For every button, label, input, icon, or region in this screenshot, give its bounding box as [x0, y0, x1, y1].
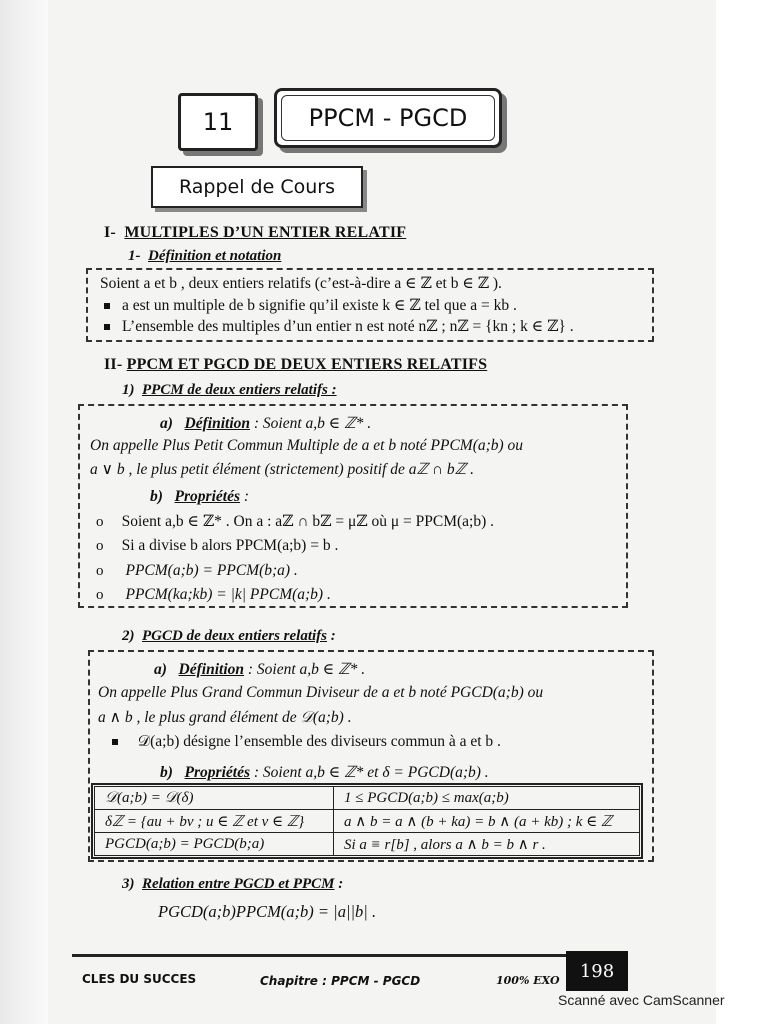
table-cell: δℤ = {au + bv ; u ∈ ℤ et v ∈ ℤ} [95, 810, 334, 833]
pgcd-def-line-1: On appelle Plus Grand Commun Diviseur de a et b noté PGCD(a;b) ou [98, 684, 544, 701]
ppcm-properties-heading [150, 488, 249, 506]
ppcm-prop-text: PPCM(ka;kb) = |k| PPCM(a;b) . [125, 586, 331, 603]
relation-heading [122, 876, 343, 893]
pgcd-def-intro: : Soient a,b ∈ ℤ* . [244, 661, 366, 678]
pgcd-prop-label: b) [160, 764, 173, 781]
ppcm-definition-heading [160, 414, 371, 433]
circle-bullet-icon: o [96, 514, 104, 530]
pgcd-heading [122, 628, 336, 645]
pgcd-def-title: Définition [178, 661, 244, 678]
chapter-title-box [274, 88, 502, 148]
table-cell: Si a ≡ r[b] , alors a ∧ b = b ∧ r . [334, 833, 640, 856]
multiples-line-3-text: L’ensemble des multiples d’un entier n est noté nℤ ; nℤ = {kn ; k ∈ ℤ} . [122, 318, 574, 335]
page-number: 198 [579, 960, 615, 982]
multiples-line-3 [104, 317, 574, 336]
multiples-line-2-text: a est un multiple de b signifie qu’il existe k ∈ ℤ tel que a = kb . [122, 297, 517, 314]
square-bullet-icon [112, 739, 118, 745]
multiples-line-2 [104, 296, 517, 315]
section-1-title: MULTIPLES D’UN ENTIER RELATIF [124, 224, 407, 241]
pgcd-def-line-2: a ∧ b , le plus grand élément de 𝒟(a;b) . [98, 709, 352, 726]
section-1-heading [104, 224, 406, 242]
ppcm-prop-label: b) [150, 488, 163, 505]
multiples-line-1: Soient a et b , deux entiers relatifs (c’est-à-dire a ∈ ℤ et b ∈ ℤ ). [100, 275, 502, 292]
relation-heading-title: Relation entre PGCD et PPCM [142, 876, 335, 892]
pgcd-def-line-3-text: 𝒟(a;b) désigne l’ensemble des diviseurs commun à a et b . [137, 733, 501, 750]
ppcm-heading-number: 1) [122, 382, 135, 398]
pgcd-def-label: a) [154, 661, 167, 678]
pgcd-definition-heading [154, 660, 365, 679]
page-number-box [566, 951, 628, 991]
ppcm-heading-title: PPCM de deux entiers relatifs : [142, 382, 337, 398]
footer-rule [72, 954, 628, 957]
footer-right: 100% EXO [496, 974, 560, 987]
pgcd-heading-number: 2) [122, 628, 135, 644]
square-bullet-icon [104, 303, 110, 309]
table-row [95, 833, 640, 856]
ppcm-prop-title: Propriétés [174, 488, 240, 505]
section-1-number: I- [104, 224, 116, 241]
ppcm-prop-item [96, 562, 298, 580]
circle-bullet-icon: o [96, 538, 104, 554]
ppcm-prop-item [96, 512, 494, 531]
ppcm-prop-colon: : [239, 488, 250, 505]
pgcd-heading-title: PGCD de deux entiers relatifs [142, 628, 327, 644]
circle-bullet-icon: o [96, 587, 104, 603]
ppcm-prop-text: Soient a,b ∈ ℤ* . On a : aℤ ∩ bℤ = μℤ où μ = PPCM(a;b) . [121, 513, 495, 530]
ppcm-prop-item [96, 586, 331, 604]
ppcm-def-intro: : Soient a,b ∈ ℤ* . [250, 415, 372, 432]
ppcm-def-title: Définition [184, 415, 250, 432]
ppcm-prop-text: Si a divise b alors PPCM(a;b) = b . [121, 537, 339, 554]
section-2-number: II- [104, 356, 123, 373]
circle-bullet-icon: o [96, 563, 104, 579]
pgcd-properties-heading [160, 763, 489, 782]
chapter-number-box [178, 93, 258, 151]
relation-formula: PGCD(a;b)PPCM(a;b) = |a||b| . [158, 902, 377, 921]
table-cell: a ∧ b = a ∧ (b + ka) = b ∧ (a + kb) ; k ∈ ℤ [334, 810, 640, 833]
relation-heading-colon: : [334, 876, 344, 892]
table-cell: 𝒟(a;b) = 𝒟(δ) [95, 787, 334, 810]
page-edge-shadow [0, 0, 48, 1024]
footer-left: CLES DU SUCCES [82, 972, 197, 986]
table-row [95, 787, 640, 810]
footer-center: Chapitre : PPCM - PGCD [260, 974, 421, 988]
table-cell: 1 ≤ PGCD(a;b) ≤ max(a;b) [334, 787, 640, 810]
subsection-1-heading [128, 248, 281, 265]
pgcd-def-line-3 [112, 733, 501, 751]
ppcm-def-line-1: On appelle Plus Petit Commun Multiple de a et b noté PPCM(a;b) ou [90, 437, 524, 454]
ppcm-prop-item [96, 537, 338, 555]
ppcm-def-line-2: a ∨ b , le plus petit élément (strictement) positif de aℤ ∩ bℤ . [90, 461, 474, 478]
chapter-number: 11 [202, 108, 234, 136]
subsection-1-number: 1- [128, 248, 141, 264]
section-2-heading [104, 356, 487, 374]
camscanner-watermark: Scanné avec CamScanner [558, 992, 725, 1008]
chapter-title: PPCM - PGCD [308, 104, 468, 132]
rappel-de-cours-box [151, 166, 363, 208]
table-cell: PGCD(a;b) = PGCD(b;a) [95, 833, 334, 856]
rappel-title: Rappel de Cours [179, 176, 335, 198]
relation-heading-number: 3) [122, 876, 135, 892]
subsection-1-title: Définition et notation [148, 248, 282, 264]
square-bullet-icon [104, 324, 110, 330]
pgcd-prop-intro: : Soient a,b ∈ ℤ* et δ = PGCD(a;b) . [249, 764, 489, 781]
pgcd-heading-colon: : [327, 628, 336, 644]
pgcd-properties-table [94, 786, 640, 856]
ppcm-heading [122, 382, 337, 399]
table-row [95, 810, 640, 833]
pgcd-prop-title: Propriétés [184, 764, 250, 781]
section-2-title: PPCM ET PGCD DE DEUX ENTIERS RELATIFS [126, 356, 488, 373]
ppcm-prop-text: PPCM(a;b) = PPCM(b;a) . [125, 562, 298, 579]
ppcm-def-label: a) [160, 415, 173, 432]
